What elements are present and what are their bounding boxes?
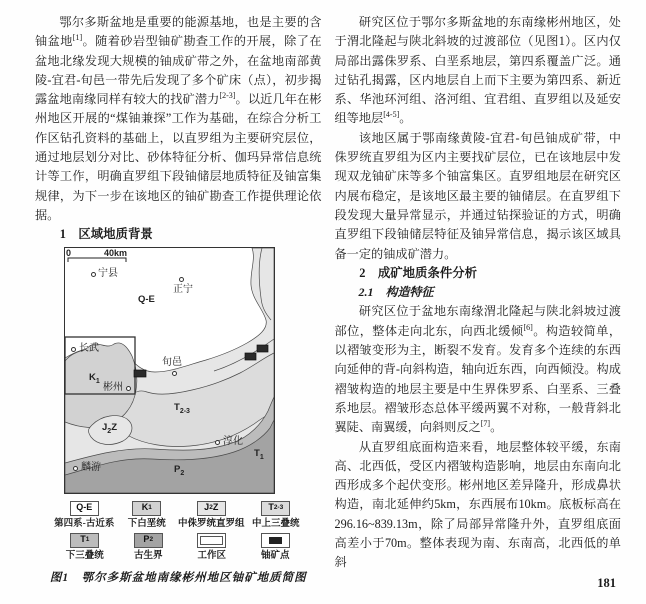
ore-point-rect — [134, 370, 146, 377]
legend-swatch: T 1 — [70, 533, 99, 548]
unit-label-qe: Q-E — [138, 293, 155, 305]
geological-map — [64, 247, 275, 494]
scale-distance-label: 40km — [104, 247, 128, 258]
unit-label-j2z: $J_2Z$ — [102, 421, 118, 435]
legend-swatch-workarea — [197, 533, 226, 548]
map-canvas — [64, 247, 275, 494]
legend-swatch: T 2-3 — [261, 501, 290, 516]
legend-swatch-orepoint — [261, 533, 290, 548]
left-column — [35, 13, 322, 588]
town-marker — [215, 440, 220, 445]
section-heading-2: 2 成矿地质条件分析 — [359, 265, 478, 280]
legend-item-t1 — [53, 533, 117, 562]
legend-item-t23 — [245, 501, 308, 530]
legend-swatch: J 2 Z — [197, 501, 226, 516]
legend-label: 中侏罗统直罗组 — [178, 518, 245, 529]
right-column — [335, 13, 622, 588]
town-marker — [73, 466, 78, 471]
legend-row — [53, 533, 307, 562]
town-label: 宁县 — [98, 267, 118, 279]
legend-label: 铀矿点 — [260, 550, 290, 561]
legend-item-j2z — [178, 501, 245, 530]
town-label: 麟游 — [81, 461, 101, 473]
legend-swatch: K 1 — [132, 501, 161, 516]
paragraph: 研究区位于鄂尔多斯盆地的东南缘彬州地区，处于渭北隆起与陕北斜坡的过渡部位（见图1）。区内仅局部出露侏罗系、白垩系地层，第四系覆盖广泛。通过钻孔揭露，区内地层自上而下主要为第四系、新近系、华池环河组、洛河组、宜君组、直罗组以及延安组等地层[4-5]。 — [334, 15, 621, 126]
paragraph: 该地区属于鄂南缘黄陵-宜君-旬邑铀成矿带，中侏罗统直罗组为区内主要找矿层位，已在该地层中发现双龙铀矿床等多个铀富集区。直罗组地层在研究区内展布稳定，是该地区最主要的铀储层。在直罗组下段发现大量异常显示，并通过钻探验证的方式，明确直罗组下段铀储层特征及铀异常信息，揭示该区域具备一定的铀成矿潜力。 — [334, 130, 621, 261]
paragraph: 鄂尔多斯盆地是重要的能源基地，也是主要的含铀盆地[1]。随着砂岩型铀矿勘查工作的开展，除了在盆地北缘发现大规模的铀成矿带之外，在盆地南部黄陵-宜君-旬邑一带先后发现了多个矿床（点），初步揭露盆地南缘同样有较大的找矿潜力[2-3]。以近几年在彬州地区开展的“煤铀兼探”工作为基础，在综合分析工作区钻孔资料的基础上，以直罗组为主要研究层位，通过地层划分对比、砂体特征分析、伽玛异常信息统计等工作，明确直罗组下段铀储层地质特征及铀富集规律，为下一步在该地区的铀矿勘查工作提供理论依据。 — [35, 15, 322, 222]
unit-label-t1: $T_1$ — [254, 447, 264, 461]
unit-label-t23: $T_{2-3}$ — [174, 401, 190, 415]
legend-swatch: Q-E — [70, 501, 99, 516]
map-regions — [64, 247, 275, 494]
section-heading-1: 1 区域地质背景 — [59, 227, 153, 242]
paragraph: 研究区位于盆地东南缘渭北隆起与陕北斜坡过渡部位，整体走向北东，向西北缓倾[6]。构造较简单，以褶皱变形为主，断裂不发育。发育多个连续的东西向延伸的背-向斜构造，轴向近东西，向西倾没。构成褶皱构造的地层主要是中生界侏罗系、白垩系、三叠系地层。褶皱形态总体平缓两翼不对称，一般背斜北翼陡、南翼缓，向斜则反之[7]。 — [334, 304, 622, 435]
legend-label: 古生界 — [133, 550, 163, 561]
legend-label: 下白垩统 — [127, 518, 166, 529]
unit-label-k1: $K_1$ — [89, 371, 100, 385]
legend-label: 下三叠统 — [65, 550, 104, 561]
town-label: 淳化 — [223, 435, 243, 447]
legend-item-orepoint — [244, 533, 308, 562]
map-legend — [53, 501, 307, 562]
town-label: 旬邑 — [162, 356, 182, 368]
legend-item-qe — [53, 501, 116, 530]
town-marker — [91, 272, 96, 277]
town-marker — [71, 347, 76, 352]
town-label: 正宁 — [173, 283, 193, 295]
legend-item-p2 — [117, 533, 181, 562]
town-marker — [172, 371, 177, 376]
paragraph: 从直罗组底面构造来看，地层整体较平缓，东南高、北西低，受区内褶皱构造影响，地层由东南向北西形成多个起伏变形。彬州地区差异隆升，形成鼻状构造，南北延伸约5km，东西展布10km。底板标高在296.16~839.13m，除了局部异常隆升外，直罗组底面高差小于70m。整体表现为南、东南高，北西低的单斜 — [334, 439, 621, 570]
unit-label-p2: $P_2$ — [174, 463, 185, 477]
legend-label: 中上三叠统 — [252, 518, 300, 529]
legend-row — [53, 501, 307, 530]
legend-label: 工作区 — [197, 550, 226, 561]
scale-zero-label: 0 — [66, 247, 72, 258]
town-marker — [179, 277, 184, 282]
page-number: 181 — [597, 576, 616, 590]
subsection-heading-2-1: 2.1 构造特征 — [358, 285, 434, 300]
ore-point-glyph — [269, 537, 282, 544]
town-label: 长武 — [79, 342, 99, 354]
legend-label: 第四系-古近系 — [54, 518, 115, 529]
figure-caption: 图1 鄂尔多斯盆地南缘彬州地区铀矿地质简图 — [49, 571, 307, 584]
legend-swatch: P 2 — [134, 533, 163, 548]
legend-item-workarea — [180, 533, 244, 562]
legend-item-k1 — [116, 501, 179, 530]
town-marker — [126, 386, 131, 391]
town-label: 彬州 — [103, 381, 123, 393]
ore-point-rect — [257, 345, 268, 352]
workarea-inner-border — [200, 536, 223, 545]
ore-point-rect — [245, 353, 256, 360]
geological-map-figure — [35, 247, 322, 588]
